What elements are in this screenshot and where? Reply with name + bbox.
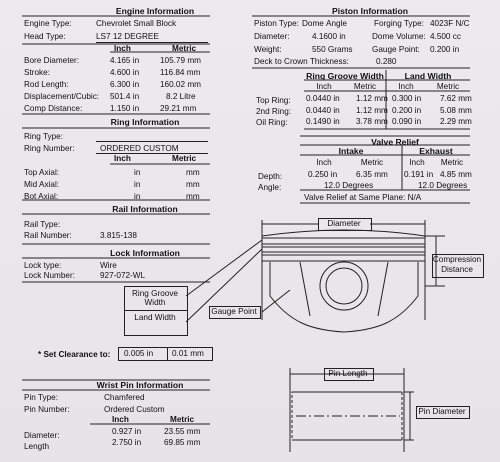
- groove-row-rgw-inch: 0.0440 in: [306, 106, 340, 115]
- groove-col-inch: Inch: [316, 82, 332, 91]
- ring-axial-inch: in: [134, 180, 141, 189]
- pin-col-metric: Metric: [170, 415, 195, 424]
- groove-row-rgw-inch: 0.0440 in: [306, 94, 340, 103]
- groove-row-lw-metric: 5.08 mm: [440, 106, 472, 115]
- rail-type-label: Rail Type:: [24, 220, 61, 229]
- ring-number-value: ORDERED CUSTOM: [100, 144, 179, 153]
- valve-depth-intake-metric: 6.35 mm: [356, 170, 388, 179]
- rail-section-title: Rail Information: [112, 204, 178, 214]
- piston-type-label: Piston Type:: [254, 19, 299, 28]
- deck-crown-label: Deck to Crown Thickness:: [254, 57, 349, 66]
- piston-type-value: Dome: [302, 19, 324, 28]
- valve-angle-exhaust: 12.0 Degrees: [418, 181, 468, 190]
- pin-row-label: Length: [24, 442, 50, 451]
- engine-row-label: Comp Distance:: [24, 104, 83, 113]
- engine-row-inch: 501.4 in: [110, 92, 140, 101]
- engine-row-metric: 8.2 Litre: [166, 92, 196, 101]
- groove-row-rgw-metric: 1.12 mm: [356, 106, 388, 115]
- valve-depth-exhaust-metric: 4.85 mm: [440, 170, 472, 179]
- ring-axial-label: Top Axial:: [24, 168, 60, 177]
- valve-col-inch: Inch: [316, 158, 332, 167]
- engine-col-metric: Metric: [172, 44, 197, 53]
- ring-axial-metric: mm: [186, 168, 200, 177]
- groove-row-label: Top Ring:: [256, 96, 291, 105]
- pin-col-inch: Inch: [112, 415, 129, 424]
- ring-number-label: Ring Number:: [24, 144, 75, 153]
- pin-type-label: Pin Type:: [24, 393, 58, 402]
- pin-length-callout-label: Pin Length: [328, 369, 368, 378]
- pin-row-metric: 23.55 mm: [164, 427, 201, 436]
- engine-col-inch: Inch: [114, 44, 131, 53]
- deck-crown-value: 0.280: [376, 57, 397, 66]
- dome-volume-label: Dome Volume:: [372, 32, 426, 41]
- ring-axial-inch: in: [134, 192, 141, 201]
- land-col-inch: Inch: [398, 82, 414, 91]
- gauge-point-callout-label: Gauge Point: [211, 307, 257, 316]
- ring-axial-label: Bot Axial:: [24, 192, 59, 201]
- engine-row-inch: 4.600 in: [110, 68, 140, 77]
- valve-depth-intake-inch: 0.250 in: [308, 170, 338, 179]
- groove-row-label: 2nd Ring:: [256, 107, 292, 116]
- piston-section-title: Piston Information: [332, 6, 408, 16]
- engine-row-inch: 1.150 in: [110, 104, 140, 113]
- ring-axial-metric: mm: [186, 192, 200, 201]
- set-clearance-metric: 0.01 mm: [172, 349, 204, 358]
- valve-ex-col-inch: Inch: [409, 158, 425, 167]
- valve-intake-title: Intake: [338, 146, 364, 156]
- pin-diameter-callout-label: Pin Diameter: [418, 407, 466, 416]
- engine-row-label: Displacement/Cubic:: [24, 92, 100, 101]
- engine-row-metric: 160.02 mm: [160, 80, 201, 89]
- engine-row-label: Rod Length:: [24, 80, 69, 89]
- lock-number-value: 927-072-WL: [100, 271, 146, 280]
- groove-row-label: Oil Ring:: [256, 118, 288, 127]
- pin-row-inch: 0.927 in: [112, 427, 142, 436]
- piston-weight-value: 550 Grams: [312, 45, 353, 54]
- ring-section-title: Ring Information: [110, 117, 180, 127]
- diameter-callout-label: Diameter: [327, 219, 361, 228]
- groove-col-metric: Metric: [353, 82, 377, 91]
- valve-same-plane: Valve Relief at Same Plane: N/A: [304, 193, 422, 202]
- engine-row-metric: 116.84 mm: [160, 68, 201, 77]
- groove-row-rgw-metric: 1.12 mm: [356, 94, 388, 103]
- piston-angle-label: Angle: [326, 19, 347, 28]
- engine-row-label: Stroke:: [24, 68, 50, 77]
- valve-col-metric: Metric: [360, 158, 384, 167]
- groove-row-rgw-metric: 3.78 mm: [356, 117, 388, 126]
- ring-axial-label: Mid Axial:: [24, 180, 60, 189]
- groove-row-lw-inch: 0.200 in: [392, 106, 422, 115]
- pin-type-value: Chamfered: [104, 393, 145, 402]
- valve-depth-exhaust-inch: 0.191 in: [404, 170, 434, 179]
- compression-distance-label: Compression Distance: [432, 255, 482, 274]
- ring-groove-width-callout-label: Ring Groove Width: [132, 289, 178, 307]
- ring-col-metric: Metric: [172, 154, 197, 163]
- piston-weight-label: Weight:: [254, 45, 282, 54]
- pin-row-label: Diameter:: [24, 431, 60, 440]
- valve-ex-col-metric: Metric: [440, 158, 464, 167]
- valve-exhaust-title: Exhaust: [419, 146, 453, 156]
- piston-diameter-label: Diameter:: [254, 32, 290, 41]
- valve-angle-label: Angle:: [258, 183, 282, 192]
- dome-volume-value: 4.500 cc: [430, 32, 461, 41]
- valve-angle-intake: 12.0 Degrees: [324, 181, 374, 190]
- gauge-point-label: Gauge Point:: [372, 45, 420, 54]
- valve-relief-title: Valve Relief: [371, 137, 419, 147]
- ring-groove-width-title: Ring Groove Width: [306, 71, 384, 81]
- lock-number-label: Lock Number:: [24, 271, 75, 280]
- forging-type-value: 4023F N/C: [430, 19, 470, 28]
- ring-col-inch: Inch: [114, 154, 131, 163]
- rail-number-label: Rail Number:: [24, 231, 72, 240]
- ring-type-label: Ring Type:: [24, 132, 63, 141]
- pin-row-inch: 2.750 in: [112, 438, 142, 447]
- engine-type-value: Chevrolet Small Block: [96, 19, 177, 28]
- engine-row-inch: 4.165 in: [110, 56, 140, 65]
- groove-row-rgw-inch: 0.1490 in: [306, 117, 340, 126]
- wrist-pin-section-title: Wrist Pin Information: [96, 380, 184, 390]
- lock-type-label: Lock type:: [24, 261, 62, 270]
- land-width-callout-label: Land Width: [134, 313, 176, 322]
- groove-row-lw-metric: 2.29 mm: [440, 117, 472, 126]
- ring-axial-metric: mm: [186, 180, 200, 189]
- rail-number-value: 3.815-138: [100, 231, 137, 240]
- groove-row-lw-inch: 0.300 in: [392, 94, 422, 103]
- engine-row-metric: 29.21 mm: [160, 104, 197, 113]
- land-width-title: Land Width: [404, 71, 452, 81]
- ring-axial-inch: in: [134, 168, 141, 177]
- land-col-metric: Metric: [436, 82, 460, 91]
- engine-section-title: Engine Information: [115, 6, 195, 16]
- valve-depth-label: Depth:: [258, 172, 283, 181]
- lock-type-value: Wire: [100, 261, 117, 270]
- piston-diameter-value: 4.1600 in: [312, 32, 346, 41]
- head-type-value: LS7 12 DEGREE: [96, 32, 159, 41]
- set-clearance-label: * Set Clearance to:: [38, 350, 111, 359]
- forging-type-label: Forging Type:: [374, 19, 424, 28]
- pin-number-label: Pin Number:: [24, 405, 70, 414]
- groove-row-lw-metric: 7.62 mm: [440, 94, 472, 103]
- pin-row-metric: 69.85 mm: [164, 438, 201, 447]
- set-clearance-inch: 0.005 in: [124, 349, 154, 358]
- engine-type-label: Engine Type:: [24, 19, 72, 28]
- engine-row-label: Bore Diameter:: [24, 56, 80, 65]
- head-type-label: Head Type:: [24, 32, 66, 41]
- groove-row-lw-inch: 0.090 in: [392, 117, 422, 126]
- lock-section-title: Lock Information: [110, 248, 180, 258]
- engine-row-metric: 105.79 mm: [160, 56, 201, 65]
- gauge-point-value: 0.200 in: [430, 45, 460, 54]
- engine-row-inch: 6.300 in: [110, 80, 140, 89]
- pin-number-value: Ordered Custom: [104, 405, 165, 414]
